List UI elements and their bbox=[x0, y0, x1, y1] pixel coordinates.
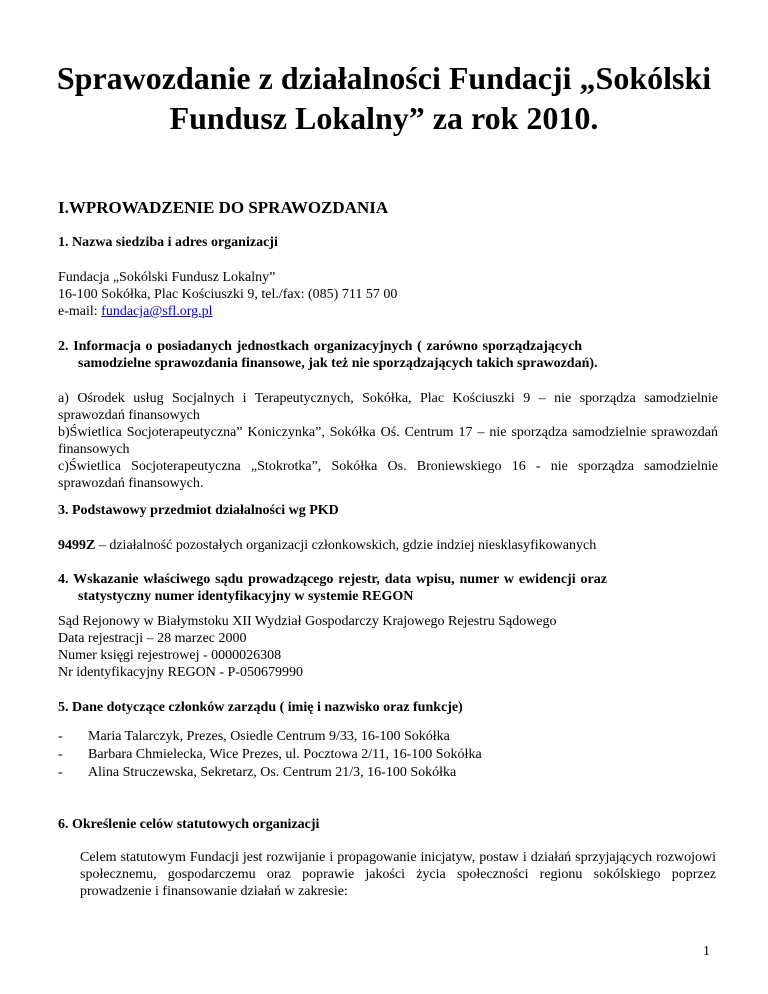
dash-bullet: - bbox=[58, 765, 63, 780]
sec1-line-2: 16-100 Sokółka, Plac Kościuszki 9, tel./fax: (085) 711 57 00 bbox=[58, 287, 398, 302]
sec2-title bbox=[58, 338, 718, 372]
title-line-1: Sprawozdanie z działalności Fundacji „Sokólski bbox=[56, 60, 712, 96]
pkd-code: 9499Z bbox=[58, 538, 96, 553]
pkd-description: – działalność pozostałych organizacji członkowskich, gdzie indziej niesklasyfikowanych bbox=[95, 538, 597, 553]
court-line: Sąd Rejonowy w Białymstoku XII Wydział Gospodarczy Krajowego Rejestru Sądowego bbox=[58, 614, 557, 629]
board-member: Alina Struczewska, Sekretarz, Os. Centrum 21/3, 16-100 Sokółka bbox=[88, 765, 457, 780]
section-heading: I.WPROWADZENIE DO SPRAWOZDANIA bbox=[58, 198, 389, 217]
sec2-item-c: c)Świetlica Socjoterapeutyczna „Stokrotka”, Sokółka Os. Broniewskiego 16 - nie sporządza samodzielnie sprawozdań finansowych. bbox=[58, 459, 718, 491]
sec4-body bbox=[58, 613, 557, 681]
email-label: e-mail: bbox=[58, 304, 102, 319]
regon-number: Nr identyfikacyjny REGON - P-050679990 bbox=[58, 665, 303, 680]
board-members-list bbox=[58, 728, 718, 782]
sec3-title: 3. Podstawowy przedmiot działalności wg PKD bbox=[58, 503, 339, 518]
page-number: 1 bbox=[703, 944, 710, 959]
sec1-line-1: Fundacja „Sokólski Fundusz Lokalny” bbox=[58, 270, 276, 285]
title-line-2: Fundusz Lokalny” za rok 2010. bbox=[169, 100, 599, 136]
sec3-body bbox=[58, 537, 596, 554]
board-member: Maria Talarczyk, Prezes, Osiedle Centrum 9/33, 16-100 Sokółka bbox=[88, 729, 450, 744]
dash-bullet: - bbox=[58, 747, 63, 762]
sec1-body bbox=[58, 269, 718, 320]
sec4-title-line-1: 4. Wskazanie właściwego sądu prowadzącego rejestr, data wpisu, numer w ewidencji oraz bbox=[58, 572, 607, 587]
board-member: Barbara Chmielecka, Wice Prezes, ul. Pocztowa 2/11, 16-100 Sokółka bbox=[88, 747, 482, 762]
register-number: Numer księgi rejestrowej - 0000026308 bbox=[58, 648, 282, 663]
registration-date: Data rejestracji – 28 marzec 2000 bbox=[58, 631, 247, 646]
sec1-email-line bbox=[58, 303, 718, 320]
sec2-item-a: a) Ośrodek usług Socjalnych i Terapeutycznych, Sokółka, Plac Kościuszki 9 – nie sporządza samodzielnie sprawozdań finansowych bbox=[58, 391, 718, 423]
dash-bullet: - bbox=[58, 729, 63, 744]
list-item bbox=[58, 764, 718, 782]
sec2-title-line-1: 2. Informacja o posiadanych jednostkach organizacyjnych ( zarówno sporządzających bbox=[58, 339, 583, 354]
sec2-items bbox=[58, 390, 718, 492]
sec6-paragraph: Celem statutowym Fundacji jest rozwijanie i propagowanie inicjatyw, postaw i działań sprzyjających rozwojowi społecznemu, gospodarczemu oraz poprawie jakości życia społeczności regionu sokólskiego poprzez prowadzenie i finansowanie działań w zakresie: bbox=[80, 850, 716, 899]
email-link[interactable]: fundacja@sfl.org.pl bbox=[101, 304, 213, 319]
document-title bbox=[40, 58, 728, 138]
list-item bbox=[58, 728, 718, 746]
sec5-title: 5. Dane dotyczące członków zarządu ( imię i nazwisko oraz funkcje) bbox=[58, 700, 463, 715]
sec2-item-b: b)Świetlica Socjoterapeutyczna” Koniczynka”, Sokółka Oś. Centrum 17 – nie sporządza samodzielnie sprawozdań finansowych bbox=[58, 425, 718, 457]
sec4-title-line-2: statystyczny numer identyfikacyjny w systemie REGON bbox=[78, 589, 414, 604]
sec6-title: 6. Określenie celów statutowych organizacji bbox=[58, 817, 320, 832]
sec4-title bbox=[58, 571, 718, 605]
sec1-title: 1. Nazwa siedziba i adres organizacji bbox=[58, 235, 278, 250]
list-item bbox=[58, 746, 718, 764]
sec2-title-line-2: samodzielne sprawozdania finansowe, jak też nie sporządzających takich sprawozdań). bbox=[78, 356, 598, 371]
